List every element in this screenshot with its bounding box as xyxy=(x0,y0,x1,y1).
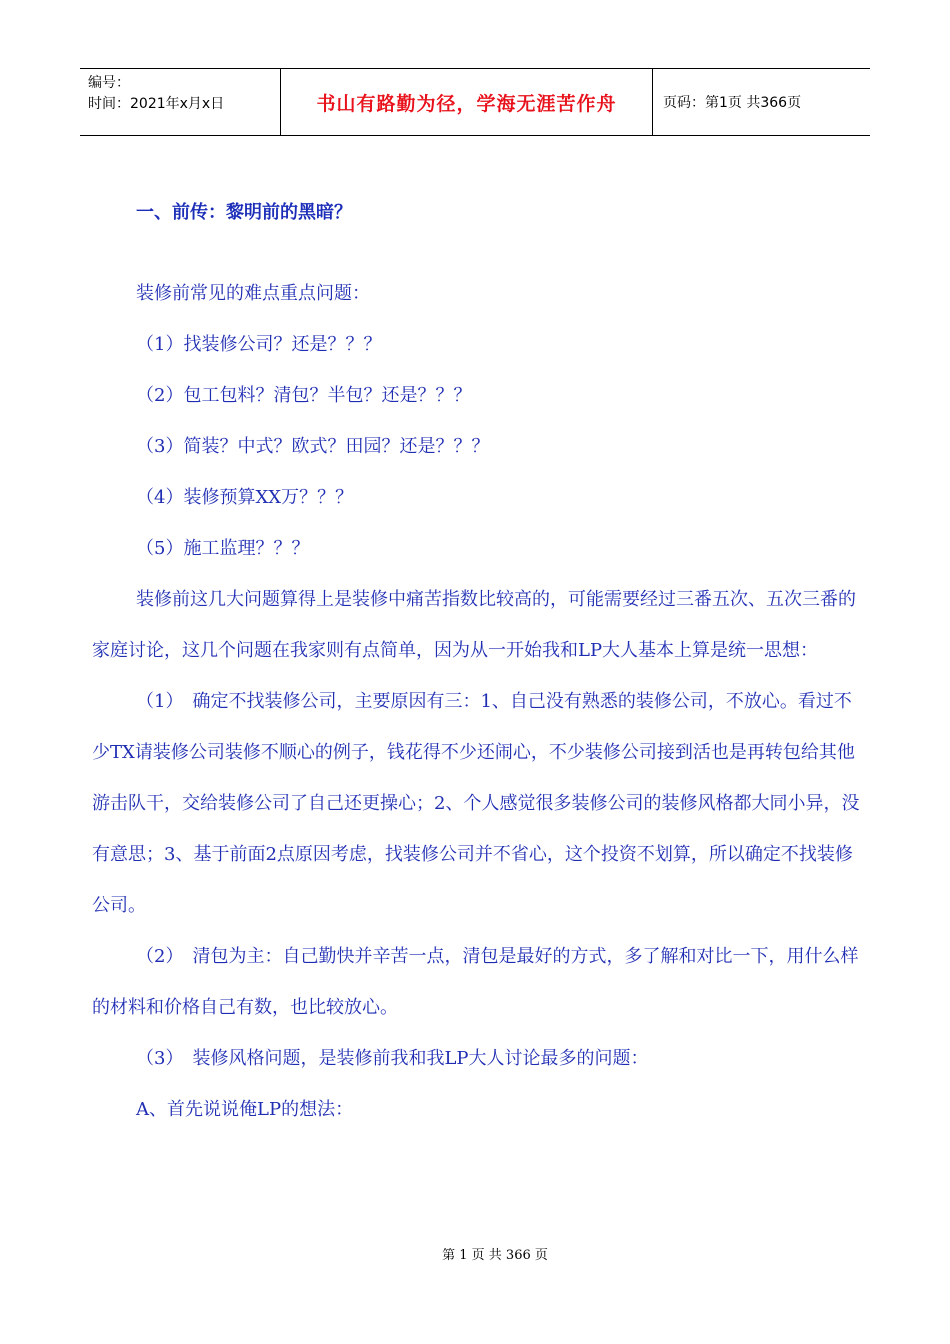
header-page-info: 页码：第1页 共366页 xyxy=(663,95,802,111)
list-item: （3）简装？中式？欧式？田园？还是？？？ xyxy=(136,436,490,457)
section-heading: 一、前传：黎明前的黑暗？ xyxy=(136,202,352,223)
list-item: （1）找装修公司？还是？？？ xyxy=(136,334,382,355)
paragraph: （3） 装修风格问题，是装修前我和我LP大人讨论最多的问题： xyxy=(136,1048,649,1069)
header-meta xyxy=(80,69,280,135)
list-item: （4）装修预算XX万？？？ xyxy=(136,487,354,508)
page-footer: 第 1 页 共 366 页 xyxy=(442,1248,548,1263)
paragraph: 装修前常见的难点重点问题： xyxy=(136,283,370,304)
paragraph: A、首先说说俺LP的想法： xyxy=(136,1099,354,1120)
paragraph: （1） 确定不找装修公司，主要原因有三：1、自己没有熟悉的装修公司，不放心。看过不少TX请装修公司装修不顺心的例子，钱花得不少还闹心，不少装修公司接到活也是再转包给其他游击队干，交给装修公司了自己还更操心；2、个人感觉很多装修公司的装修风格都大同小异，没有意思；3、基于前面2点原因考虑，找装修公司并不省心，这个投资不划算，所以确定不找装修公司。 xyxy=(92,691,860,916)
document-header xyxy=(80,68,870,136)
document-body xyxy=(92,188,862,1135)
paragraph: 装修前这几大问题算得上是装修中痛苦指数比较高的，可能需要经过三番五次、五次三番的家庭讨论，这几个问题在我家则有点简单，因为从一开始我和LP大人基本上算是统一思想： xyxy=(92,589,856,661)
header-motto: 书山有路勤为径，学海无涯苦作舟 xyxy=(280,69,653,135)
document-number-label: 编号： xyxy=(88,75,130,91)
list-item: （5）施工监理？？？ xyxy=(136,538,310,559)
paragraph: （2） 清包为主：自己勤快并辛苦一点，清包是最好的方式，多了解和对比一下，用什么样的材料和价格自己有数，也比较放心。 xyxy=(92,946,859,1018)
list-item: （2）包工包料？清包？半包？还是？？？ xyxy=(136,385,472,406)
document-date: 时间：2021年x月x日 xyxy=(88,96,225,112)
